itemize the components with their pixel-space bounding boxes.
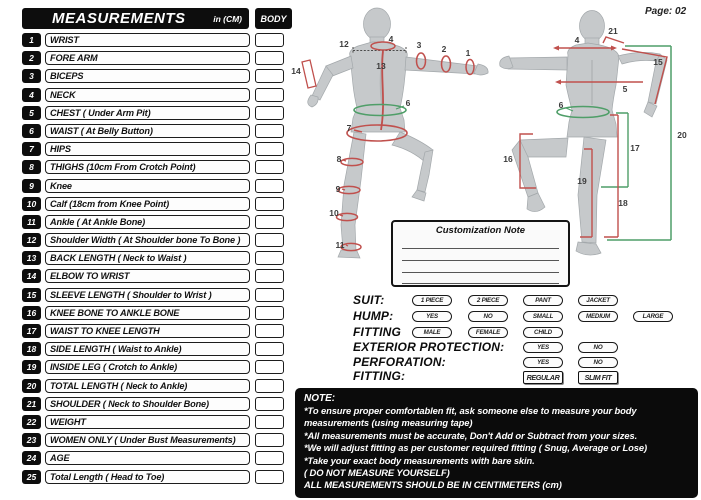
figure-marker: 16	[503, 153, 513, 164]
row-number-badge: 16	[22, 306, 41, 320]
measurement-row	[22, 269, 294, 283]
note-box	[295, 388, 698, 498]
body-measurement-field[interactable]	[255, 197, 284, 211]
row-label: Ankle ( At Ankle Bone)	[45, 215, 250, 229]
option-choice-button[interactable]: YES	[412, 311, 452, 322]
measurement-row	[22, 179, 294, 193]
body-measurement-field[interactable]	[255, 415, 284, 429]
measurement-row	[22, 360, 294, 374]
row-label: BICEPS	[45, 69, 250, 83]
measurement-row	[22, 106, 294, 120]
row-number-badge: 12	[22, 233, 41, 247]
row-label: THIGHS (10cm From Crotch Point)	[45, 160, 250, 174]
row-number-badge: 4	[22, 88, 41, 102]
measurement-row	[22, 51, 294, 65]
figure-marker: 13	[376, 60, 386, 71]
measurement-row	[22, 433, 294, 447]
row-number-badge: 10	[22, 197, 41, 211]
figure-marker: 2	[441, 43, 447, 54]
option-choice-button[interactable]: NO	[578, 357, 618, 368]
row-label: NECK	[45, 88, 250, 102]
figure-marker: 20	[677, 129, 687, 140]
option-choice-button[interactable]: YES	[523, 357, 563, 368]
figure-marker: 15	[653, 56, 663, 67]
measurement-row	[22, 88, 294, 102]
figure-marker: 4	[388, 33, 394, 44]
row-label: SHOULDER ( Neck to Shoulder Bone)	[45, 397, 250, 411]
body-measurement-field[interactable]	[255, 342, 284, 356]
row-label: CHEST ( Under Arm Pit)	[45, 106, 250, 120]
table-unit-label: in (CM)	[213, 13, 242, 24]
row-label: ELBOW TO WRIST	[45, 269, 250, 283]
row-number-badge: 13	[22, 251, 41, 265]
front-figure	[500, 11, 667, 256]
measurement-row	[22, 415, 294, 429]
option-choice-button[interactable]: SMALL	[523, 311, 563, 322]
row-label: WRIST	[45, 33, 250, 47]
figure-marker: 7	[346, 122, 352, 133]
row-label: SIDE LENGTH ( Waist to Ankle)	[45, 342, 250, 356]
row-number-badge: 21	[22, 397, 41, 411]
measurement-row	[22, 33, 294, 47]
figure-marker: 3	[416, 39, 422, 50]
option-choice-button[interactable]: REGULAR	[523, 371, 563, 384]
note-line: ( DO NOT MEASURE YOURSELF)	[304, 467, 450, 479]
row-number-badge: 15	[22, 288, 41, 302]
row-label: Calf (18cm from Knee Point)	[45, 197, 250, 211]
measurement-row	[22, 215, 294, 229]
row-label: Shoulder Width ( At Shoulder bone To Bone )	[45, 233, 250, 247]
figure-marker: 10	[329, 207, 339, 218]
body-measurement-field[interactable]	[255, 269, 284, 283]
measurement-row	[22, 397, 294, 411]
measurement-rows	[22, 33, 294, 488]
body-measurement-field[interactable]	[255, 124, 284, 138]
body-measurement-field[interactable]	[255, 470, 284, 484]
measurement-row	[22, 69, 294, 83]
body-measurement-field[interactable]	[255, 51, 284, 65]
row-label: KNEE BONE TO ANKLE BONE	[45, 306, 250, 320]
row-label: WAIST ( At Belly Button)	[45, 124, 250, 138]
option-choice-button[interactable]: FEMALE	[468, 327, 508, 338]
body-measurement-field[interactable]	[255, 142, 284, 156]
measurement-row	[22, 306, 294, 320]
note-line: ALL MEASUREMENTS SHOULD BE IN CENTIMETERS (cm)	[304, 479, 562, 491]
row-number-badge: 1	[22, 33, 41, 47]
figure-marker: 17	[630, 142, 640, 153]
note-line: *We will adjust fitting as per customer required fitting ( Snug, Average or Lose)	[304, 442, 647, 454]
body-measurement-field[interactable]	[255, 160, 284, 174]
body-measurement-field[interactable]	[255, 33, 284, 47]
row-label: HIPS	[45, 142, 250, 156]
measurement-row	[22, 342, 294, 356]
measurement-row	[22, 233, 294, 247]
note-line: *All measurements must be accurate, Don't Add or Subtract from your sizes.	[304, 429, 638, 441]
option-choice-button[interactable]: 2 PIECE	[468, 295, 508, 306]
customization-note-box[interactable]	[391, 220, 570, 287]
row-label: BACK LENGTH ( Neck to Waist )	[45, 251, 250, 265]
body-measurement-field[interactable]	[255, 215, 284, 229]
note-lines	[304, 405, 689, 492]
measurement-row	[22, 124, 294, 138]
row-number-badge: 25	[22, 470, 41, 484]
measurement-row	[22, 470, 294, 484]
option-label: FITTING	[353, 325, 402, 339]
measurement-row	[22, 288, 294, 302]
measurement-row	[22, 251, 294, 265]
figure-marker: 8	[336, 153, 342, 164]
row-number-badge: 5	[22, 106, 41, 120]
body-measurement-field[interactable]	[255, 233, 284, 247]
option-choice-button[interactable]: MALE	[412, 327, 452, 338]
body-measurement-field[interactable]	[255, 251, 284, 265]
row-number-badge: 11	[22, 215, 41, 229]
row-number-badge: 8	[22, 160, 41, 174]
note-rule-line	[402, 272, 559, 273]
option-choice-button[interactable]: JACKET	[578, 295, 618, 306]
option-choice-button[interactable]: MEDIUM	[578, 311, 618, 322]
row-label: WAIST TO KNEE LENGTH	[45, 324, 250, 338]
figure-marker: 18	[618, 197, 628, 208]
body-measurement-field[interactable]	[255, 360, 284, 374]
measurements-table-header	[22, 8, 249, 29]
note-line: *To ensure proper comfortablen fit, ask someone else to measure your body measurements (using measuring tape)	[304, 405, 637, 429]
figure-marker: 12	[339, 38, 349, 49]
row-label: WOMEN ONLY ( Under Bust Measurements)	[45, 433, 250, 447]
row-label: Total Length ( Head to Toe)	[45, 470, 250, 484]
option-choice-button[interactable]: PANT	[523, 295, 563, 306]
row-number-badge: 23	[22, 433, 41, 447]
body-column-header: BODY	[255, 8, 292, 29]
figure-marker: 21	[608, 25, 618, 36]
row-number-badge: 22	[22, 415, 41, 429]
body-measurement-field[interactable]	[255, 288, 284, 302]
option-choice-button[interactable]: SLIM FIT	[578, 371, 618, 384]
row-label: SLEEVE LENGTH ( Shoulder to Wrist )	[45, 288, 250, 302]
note-title: NOTE:	[304, 393, 336, 404]
option-label: HUMP:	[353, 309, 394, 323]
body-measurement-field[interactable]	[255, 306, 284, 320]
row-number-badge: 7	[22, 142, 41, 156]
option-label: SUIT:	[353, 293, 385, 307]
row-number-badge: 19	[22, 360, 41, 374]
option-label: FITTING:	[353, 369, 406, 383]
body-measurement-field[interactable]	[255, 397, 284, 411]
note-line: *Take your exact body measurements with bare skin.	[304, 454, 535, 466]
figure-marker: 6	[558, 99, 564, 110]
measurement-row	[22, 160, 294, 174]
row-label: TOTAL LENGTH ( Neck to Ankle)	[45, 379, 250, 393]
body-measurement-field[interactable]	[255, 324, 284, 338]
measurement-row	[22, 379, 294, 393]
row-number-badge: 14	[22, 269, 41, 283]
row-label: WEIGHT	[45, 415, 250, 429]
row-number-badge: 18	[22, 342, 41, 356]
option-choice-button[interactable]: CHILD	[523, 327, 563, 338]
option-choice-button[interactable]: YES	[523, 342, 563, 353]
note-rule-line	[402, 283, 559, 284]
row-number-badge: 2	[22, 51, 41, 65]
row-number-badge: 24	[22, 451, 41, 465]
row-number-badge: 20	[22, 379, 41, 393]
row-number-badge: 17	[22, 324, 41, 338]
figure-marker: 11	[335, 239, 345, 250]
body-measurement-field[interactable]	[255, 451, 284, 465]
customization-note-title: Customization Note	[435, 225, 526, 236]
measurement-row	[22, 142, 294, 156]
note-rule-line	[402, 248, 559, 249]
measurement-row	[22, 451, 294, 465]
body-measurement-field[interactable]	[255, 69, 284, 83]
body-measurement-field[interactable]	[255, 179, 284, 193]
row-label: Knee	[45, 179, 250, 193]
option-label: PERFORATION:	[353, 355, 446, 369]
option-label: EXTERIOR PROTECTION:	[353, 340, 505, 354]
row-number-badge: 9	[22, 179, 41, 193]
body-measurement-field[interactable]	[255, 433, 284, 447]
row-number-badge: 3	[22, 69, 41, 83]
figure-marker: 4	[574, 34, 580, 45]
row-label: INSIDE LEG ( Crotch to Ankle)	[45, 360, 250, 374]
option-choice-button[interactable]: 1 PIECE	[412, 295, 452, 306]
measurement-row	[22, 197, 294, 211]
figure-marker: 6	[405, 97, 411, 108]
body-measurement-field[interactable]	[255, 379, 284, 393]
option-choice-button[interactable]: NO	[578, 342, 618, 353]
figure-marker: 14	[291, 65, 301, 76]
figure-marker: 5	[622, 83, 628, 94]
figure-marker: 9	[335, 183, 341, 194]
table-title: MEASUREMENTS	[52, 10, 186, 27]
measurement-row	[22, 324, 294, 338]
page-number: Page: 02	[645, 6, 687, 17]
figure-marker: 19	[577, 175, 587, 186]
row-label: FORE ARM	[45, 51, 250, 65]
body-measurement-field[interactable]	[255, 88, 284, 102]
option-choice-button[interactable]: LARGE	[633, 311, 673, 322]
body-measurement-field[interactable]	[255, 106, 284, 120]
row-label: AGE	[45, 451, 250, 465]
figure-marker: 1	[465, 47, 471, 58]
row-number-badge: 6	[22, 124, 41, 138]
option-choice-button[interactable]: NO	[468, 311, 508, 322]
note-rule-line	[402, 260, 559, 261]
